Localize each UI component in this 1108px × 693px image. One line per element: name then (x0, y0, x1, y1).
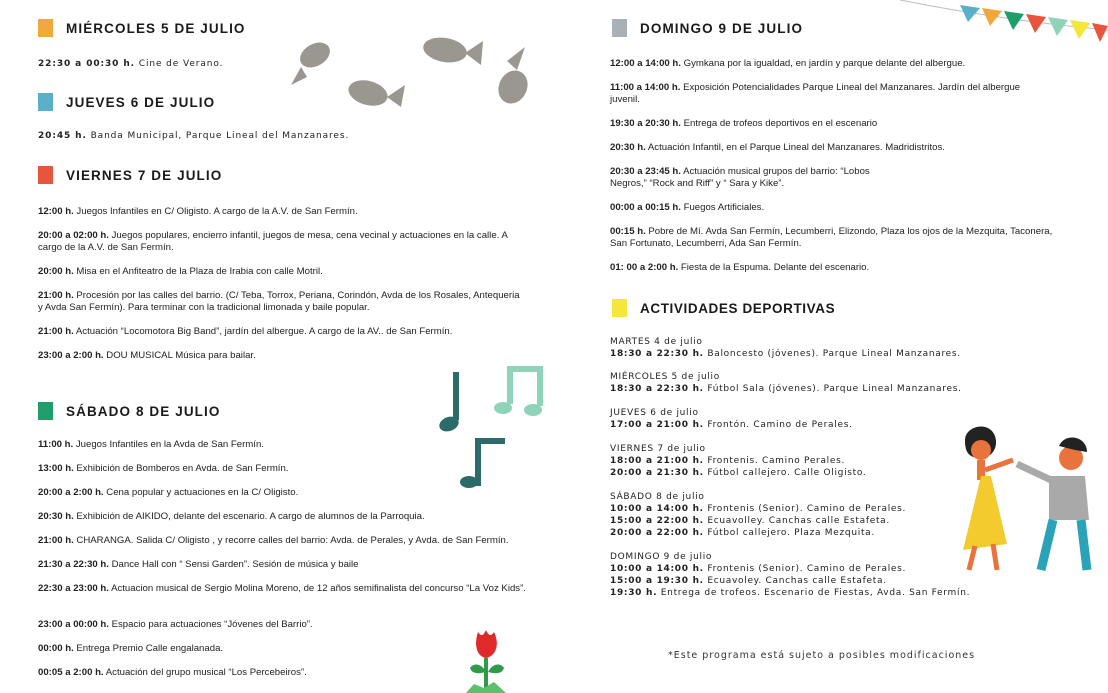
red-square-marker (38, 166, 53, 184)
sports-time: 10:00 a 14:00 h. (610, 504, 704, 514)
sports-item (610, 455, 867, 467)
event-text: Actuación musical grupos del barrio: “Lobos Negros,” “Rock and Riff” y “ Sara y Kike”. (610, 166, 870, 189)
event-text: Exposición Potencialidades Parque Lineal del Manzanares. Jardín del albergue juvenil. (610, 82, 1021, 105)
event-time: 20:00 a 2:00 h. (38, 487, 104, 498)
event-text: Exhibición de AIKIDO, delante del escenario. A cargo de alumnos de la Parroquia. (73, 511, 425, 522)
event-time: 20:30 h. (610, 142, 646, 153)
event-text: Cena popular y actuaciones en la C/ Oligisto. (103, 487, 299, 498)
event-text: Dance Hall con “ Sensi Garden”. Sesión de música y baile (108, 559, 359, 570)
event-text: Entrega de trofeos deportivos en el escenario (680, 118, 878, 129)
event-text: Gymkana por la igualdad, en jardín y parque delante del albergue. (680, 58, 966, 69)
fish-illustrations (285, 25, 550, 135)
orange-square-marker (38, 19, 53, 37)
sports-time: 17:00 a 21:00 h. (610, 420, 704, 430)
event-item (610, 58, 1060, 70)
bunting-flags (900, 0, 1108, 44)
sports-day-label: MARTES 4 de julio (610, 337, 703, 347)
sports-day (610, 551, 970, 599)
gray-square-marker (612, 19, 627, 37)
event-time: 20:30 h. (38, 511, 74, 522)
day-header-saturday (38, 402, 220, 420)
event-text: Actuación “Locomotora Big Band”, jardín del albergue. A cargo de la AV.. de San Fermín. (73, 326, 453, 337)
day-header-thursday (38, 93, 215, 111)
yellow-square-marker (612, 299, 627, 317)
day-header-wednesday (38, 19, 246, 37)
event-item (38, 230, 523, 254)
sports-text: Baloncesto (jóvenes). Parque Lineal Manzanares. (703, 349, 961, 359)
event-item (38, 58, 223, 70)
event-item (38, 290, 523, 314)
event-time: 01: 00 a 2:00 h. (610, 262, 679, 273)
sports-day-label: JUEVES 6 de julio (610, 408, 699, 418)
sports-item (610, 383, 962, 395)
sports-text: Frontenis (Senior). Camino de Perales. (703, 564, 907, 574)
event-time: 21:30 a 22:30 h. (38, 559, 109, 570)
event-time: 00:00 h. (38, 643, 74, 654)
music-note-icon (460, 438, 505, 488)
sports-time: 15:00 a 19:30 h. (610, 576, 704, 586)
day-title: JUEVES 6 DE JULIO (66, 94, 216, 110)
day-title: DOMINGO 9 DE JULIO (640, 20, 804, 36)
event-time: 00:00 a 00:15 h. (610, 202, 681, 213)
blue-square-marker (38, 93, 53, 111)
sports-text: Fútbol callejero. Plaza Mezquita. (703, 528, 875, 538)
sports-day (610, 336, 961, 360)
sports-item (610, 527, 906, 539)
event-time: 22:30 a 00:30 h. (38, 59, 135, 69)
sports-day (610, 371, 962, 395)
fish-icon (493, 47, 533, 108)
event-time: 13:00 h. (38, 463, 74, 474)
music-note-icon (437, 372, 461, 434)
sports-item (610, 348, 961, 360)
fish-icon (346, 76, 405, 110)
event-text: DOU MUSICAL Música para bailar. (103, 350, 256, 361)
event-time: 00:05 a 2:00 h. (38, 667, 104, 678)
sports-item (610, 467, 867, 479)
section-header-sports (612, 299, 835, 317)
event-text: Actuación del grupo musical “Los Percebeiros”. (103, 667, 307, 678)
event-text: CHARANGA. Salida C/ Oligisto , y recorre calles del barrio: Avda. de Perales, y Avda. de San Fermín. (73, 535, 509, 546)
sports-text: Ecuavolley. Canchas calle Estafeta. (703, 516, 890, 526)
event-text: Pobre de Mí. Avda San Fermín, Lecumberri, Elizondo, Plaza los ojos de la Mezquita, Taconera, San Fortunato, Lecumberri, Ada San Fermín. (610, 226, 1053, 249)
sports-time: 15:00 a 22:00 h. (610, 516, 704, 526)
event-text: Entrega Premio Calle engalanada. (73, 643, 224, 654)
flower-decoration (460, 628, 520, 693)
sports-item (610, 575, 970, 587)
event-time: 20:30 a 23:45 h. (610, 166, 681, 177)
event-text: Fiesta de la Espuma. Delante del escenario. (678, 262, 870, 273)
day-title: SÁBADO 8 DE JULIO (66, 403, 221, 419)
event-text: Cine de Verano. (135, 59, 224, 69)
event-text: Juegos populares, encierro infantil, juegos de mesa, cena vecinal y actuaciones en la calle. A cargo de la A.V. de San Fermín. (38, 230, 508, 253)
event-time: 11:00 h. (38, 439, 74, 450)
flag-icon (1092, 23, 1108, 42)
event-item (38, 206, 518, 218)
event-time: 23:00 a 2:00 h. (38, 350, 104, 361)
event-time: 19:30 a 20:30 h. (610, 118, 681, 129)
sports-time: 18:30 a 22:30 h. (610, 384, 704, 394)
event-text: Juegos Infantiles en C/ Oligisto. A cargo de la A.V. de San Fermín. (73, 206, 358, 217)
day-header-friday (38, 166, 222, 184)
dancer-man-icon (1017, 437, 1089, 570)
event-item (38, 559, 538, 571)
sports-time: 20:00 a 21:30 h. (610, 468, 704, 478)
event-text: Juegos Infantiles en la Avda de San Fermín. (73, 439, 264, 450)
event-text: Procesión por las calles del barrio. (C/ Teba, Torrox, Periana, Corindón, Avda de los Rosales, Antequeria y Avda San Fermín). Para terminar con la tradicional limonada y baile popular. (38, 290, 520, 313)
day-header-sunday (612, 19, 803, 37)
flag-icon (1026, 14, 1046, 33)
flower-icon (466, 630, 506, 693)
music-note-icon (494, 366, 543, 416)
sports-text: Frontenis (Senior). Camino de Perales. (703, 504, 907, 514)
event-time: 20:00 h. (38, 266, 74, 277)
footnote: *Este programa está sujeto a posibles modificaciones (668, 650, 976, 661)
event-time: 21:00 h. (38, 326, 74, 337)
day-title: VIERNES 7 DE JULIO (66, 167, 223, 183)
event-text: Fuegos Artificiales. (680, 202, 765, 213)
sports-item (610, 419, 853, 431)
event-time: 12:00 a 14:00 h. (610, 58, 681, 69)
flag-icon (1048, 17, 1068, 36)
event-text: Misa en el Anfiteatro de la Plaza de Irabia con calle Motril. (73, 266, 323, 277)
event-item (38, 350, 518, 362)
dancer-woman-icon (963, 426, 1013, 570)
fish-icon (291, 37, 334, 85)
event-item (38, 511, 538, 523)
sports-time: 19:30 h. (610, 588, 658, 598)
sports-item (610, 515, 906, 527)
event-text: Exhibición de Bomberos en Avda. de San Fermín. (73, 463, 289, 474)
event-time: 21:00 h. (38, 290, 74, 301)
event-time: 22:30 a 23:00 h. (38, 583, 109, 594)
event-text: Banda Municipal, Parque Lineal del Manzanares. (86, 131, 350, 141)
event-item (38, 535, 558, 547)
event-item (610, 202, 1060, 214)
flag-icon (1070, 20, 1090, 39)
event-time: 12:00 h. (38, 206, 74, 217)
section-title: ACTIVIDADES DEPORTIVAS (640, 300, 836, 316)
event-item (38, 326, 518, 338)
sports-time: 10:00 a 14:00 h. (610, 564, 704, 574)
green-square-marker (38, 402, 53, 420)
event-item (610, 262, 1060, 274)
sports-day (610, 491, 906, 539)
event-time: 20:00 a 02:00 h. (38, 230, 109, 241)
day-title: MIÉRCOLES 5 DE JULIO (66, 20, 246, 36)
event-item (610, 82, 1050, 106)
sports-day-label: DOMINGO 9 de julio (610, 552, 713, 562)
sports-day (610, 407, 853, 431)
sports-day-label: SÁBADO 8 de julio (610, 492, 705, 502)
sports-time: 20:00 a 22:00 h. (610, 528, 704, 538)
sports-text: Entrega de trofeos. Escenario de Fiestas, Avda. San Fermín. (657, 588, 971, 598)
event-item (610, 142, 1060, 154)
event-item (610, 166, 880, 190)
sports-item (610, 587, 970, 599)
sports-text: Frontenis. Camino Perales. (703, 456, 846, 466)
event-text: Actuación Infantil, en el Parque Lineal del Manzanares. Madridistritos. (645, 142, 945, 153)
event-text: Espacio para actuaciones “Jóvenes del Barrio”. (108, 619, 313, 630)
sports-time: 18:00 a 21:00 h. (610, 456, 704, 466)
music-notes (435, 362, 555, 492)
event-item (38, 266, 518, 278)
fish-icon (421, 34, 483, 65)
sports-day (610, 443, 867, 479)
event-time: 21:00 h. (38, 535, 74, 546)
event-time: 00:15 h. (610, 226, 646, 237)
sports-text: Ecuavoley. Canchas calle Estafeta. (703, 576, 887, 586)
event-item (610, 226, 1055, 250)
event-time: 23:00 a 00:00 h. (38, 619, 109, 630)
sports-text: Fútbol Sala (jóvenes). Parque Lineal Manzanares. (703, 384, 962, 394)
sports-text: Frontón. Camino de Perales. (703, 420, 853, 430)
sports-day-label: MIÉRCOLES 5 de julio (610, 372, 720, 382)
event-time: 20:45 h. (38, 131, 87, 141)
sports-text: Fútbol callejero. Calle Oligisto. (703, 468, 867, 478)
event-time: 11:00 a 14:00 h. (610, 82, 681, 93)
event-text: Actuacion musical de Sergio Molina Moreno, de 12 años semifinalista del concurso “La Voz Kids”. (108, 583, 526, 594)
sports-day-label: VIERNES 7 de julio (610, 444, 706, 454)
sports-item (610, 563, 970, 575)
event-item (610, 118, 1060, 130)
sports-item (610, 503, 906, 515)
event-item (38, 583, 548, 595)
sports-time: 18:30 a 22:30 h. (610, 349, 704, 359)
dancing-couple-illustration (955, 420, 1095, 580)
